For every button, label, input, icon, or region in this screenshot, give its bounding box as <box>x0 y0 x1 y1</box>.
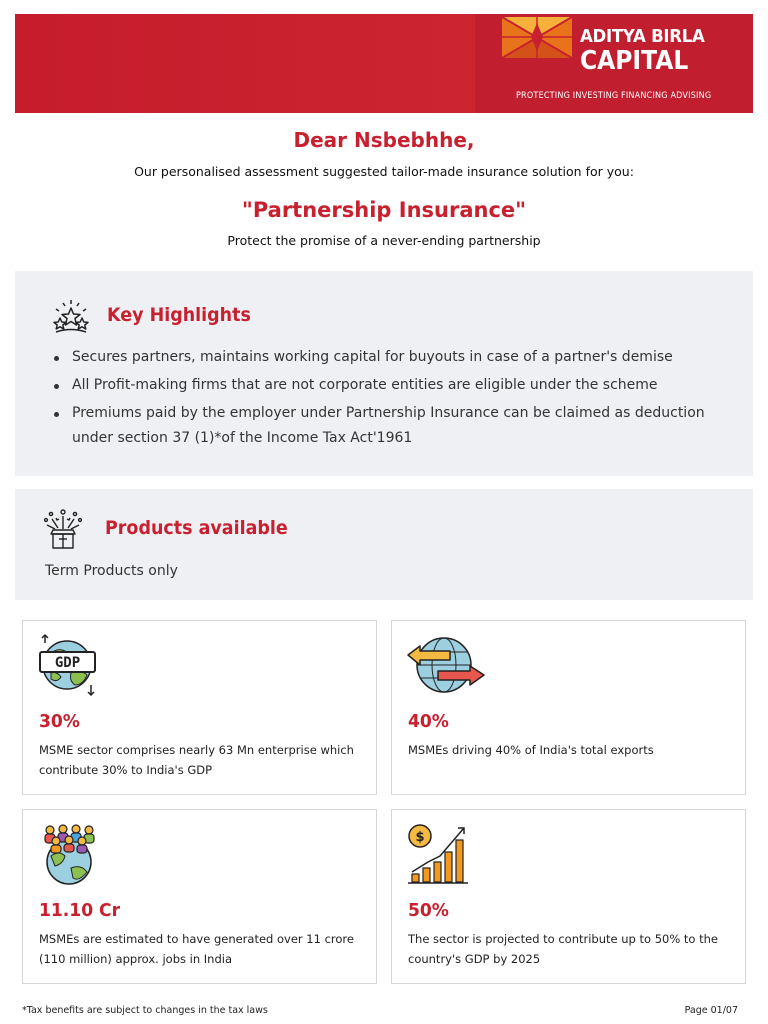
brand-tagline: PROTECTING INVESTING FINANCING ADVISING <box>516 91 712 101</box>
page-number: Page 01/07 <box>684 1005 738 1016</box>
stat-description: MSMEs are estimated to have generated over 11 crore (110 million) approx. jobs in India <box>39 932 354 966</box>
bullet-icon <box>54 384 59 389</box>
greeting-heading: Dear Nsbebhhe, <box>293 128 475 152</box>
list-item: Premiums paid by the employer under Partnership Insurance can be claimed as deduction under section 37 (1)*of the Income Tax Act'1961 <box>51 401 731 451</box>
gift-box-icon <box>43 508 83 550</box>
intro-text: Our personalised assessment suggested tailor-made insurance solution for you: <box>134 164 634 179</box>
stat-description: MSMEs driving 40% of India's total exports <box>408 743 654 757</box>
stat-card <box>391 620 746 795</box>
header-background <box>15 14 485 113</box>
products-available-section <box>15 489 753 600</box>
tax-disclaimer: *Tax benefits are subject to changes in the tax laws <box>22 1005 268 1016</box>
product-name: "Partnership Insurance" <box>241 198 527 222</box>
stat-description: The sector is projected to contribute up to 50% to the country's GDP by 2025 <box>408 932 718 966</box>
people-globe-icon <box>37 822 103 886</box>
stat-card <box>391 809 746 984</box>
stat-value: 11.10 Cr <box>39 900 121 921</box>
stat-description: MSME sector comprises nearly 63 Mn enterprise which contribute 30% to India's GDP <box>39 743 354 777</box>
brand-name-line2: CAPITAL <box>580 46 689 76</box>
svg-text:GDP: GDP <box>54 655 81 671</box>
products-available-text: Term Products only <box>45 563 178 579</box>
key-highlights-section <box>15 271 753 476</box>
products-available-title: Products available <box>105 517 288 539</box>
stat-card <box>22 809 377 984</box>
stat-card <box>22 620 377 795</box>
stars-icon <box>51 299 91 335</box>
svg-text:$: $ <box>415 830 425 845</box>
list-item: All Profit-making firms that are not corporate entities are eligible under the scheme <box>51 373 731 398</box>
list-item: Secures partners, maintains working capital for buyouts in case of a partner's demise <box>51 345 731 370</box>
gdp-globe-icon <box>37 633 103 697</box>
aditya-birla-logo-icon <box>502 17 572 58</box>
globe-exchange-icon <box>406 633 486 697</box>
stat-value: 30% <box>39 711 80 732</box>
brand-name-line1: ADITYA BIRLA <box>580 26 705 47</box>
bullet-icon <box>54 412 59 417</box>
product-tagline: Protect the promise of a never-ending partnership <box>227 233 541 248</box>
growth-chart-icon <box>406 822 472 886</box>
stat-value: 40% <box>408 711 449 732</box>
stat-value: 50% <box>408 900 449 921</box>
key-highlights-title: Key Highlights <box>107 304 251 326</box>
bullet-icon <box>54 356 59 361</box>
key-highlights-list <box>51 345 731 454</box>
